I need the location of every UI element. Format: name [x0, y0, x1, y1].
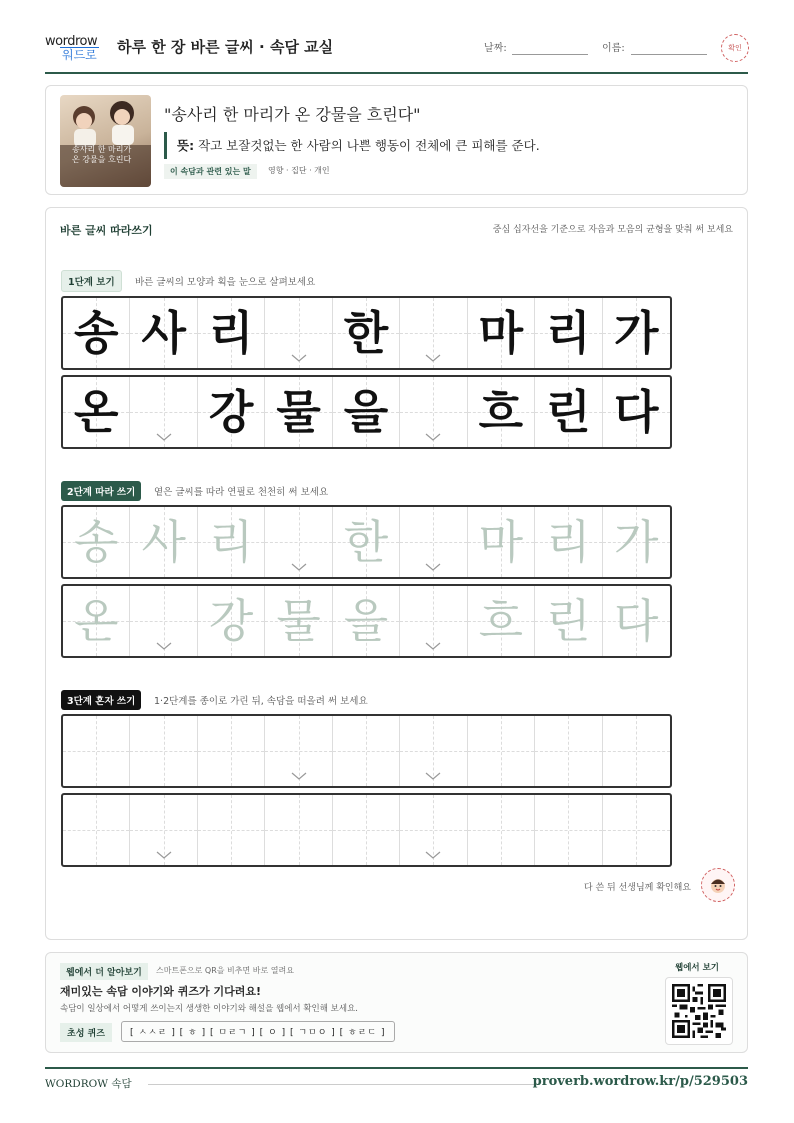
page-header: [45, 30, 748, 74]
grid-character: 온: [74, 385, 119, 439]
date-field[interactable]: [512, 54, 588, 55]
grid-character: 마: [478, 515, 524, 569]
grid-character: 흐: [478, 594, 524, 648]
space-mark-icon: [425, 851, 441, 859]
grid-cell[interactable]: [333, 586, 400, 656]
grid-character: 강: [208, 594, 254, 648]
web-headline: 재미있는 속담 이야기와 퀴즈가 기다려요!: [60, 985, 261, 998]
grid-cell: [333, 377, 400, 447]
space-mark-icon: [291, 354, 307, 362]
related-words-tags: 영향 · 집단 · 개인: [268, 166, 330, 175]
step1-desc: 바른 글씨의 모양과 획을 눈으로 살펴보세요: [135, 277, 316, 288]
grid-character: 사: [141, 515, 186, 569]
web-view-label: 웹에서 보기: [674, 963, 719, 973]
teacher-note: 다 쓴 뒤 선생님께 확인해요: [583, 883, 691, 893]
grid-cell[interactable]: [400, 795, 467, 865]
wordrow-logo[interactable]: [45, 34, 109, 64]
footer-rule-top: [45, 1067, 748, 1069]
grid-character: 을: [343, 594, 389, 648]
grid-cell: [535, 377, 602, 447]
grid-cell: [400, 298, 467, 368]
grid-character: 마: [478, 306, 524, 360]
grid-character: 가: [614, 515, 659, 569]
grid-cell: [198, 298, 265, 368]
grid-cell[interactable]: [198, 507, 265, 577]
grid-cell: [603, 377, 670, 447]
grid-cell: [603, 298, 670, 368]
illustration-caption: 송사리 한 마리가 온 강물을 흐린다: [72, 145, 132, 164]
step3-desc: 1·2단계를 종이로 가린 뒤, 속담을 떠올려 써 보세요: [154, 696, 368, 707]
check-stamp: 확인: [721, 34, 749, 62]
grid-cell: [265, 298, 332, 368]
proverb-meaning: [164, 132, 540, 159]
grid-character: 한: [343, 515, 389, 569]
proverb-url-link[interactable]: proverb.wordrow.kr/p/529503: [532, 1074, 748, 1089]
proverb-illustration: [60, 95, 151, 187]
quiz-badge: 초성 퀴즈: [60, 1023, 112, 1042]
initial-consonant-quiz: [ ㅅㅅㄹ ] [ ㅎ ] [ ㅁㄹㄱ ] [ ㅇ ] [ ㄱㅁㅇ ] [ ㅎㄹㄷ ]: [121, 1021, 395, 1042]
space-mark-icon: [425, 642, 441, 650]
step2-desc: 옅은 글씨를 따라 연필로 천천히 써 보세요: [154, 487, 329, 498]
space-mark-icon: [156, 851, 172, 859]
step2-row-2[interactable]: [61, 584, 672, 658]
space-mark-icon: [425, 354, 441, 362]
grid-character: 한: [343, 306, 389, 360]
step2-badge: 2단계 따라 쓰기: [61, 481, 141, 501]
grid-cell[interactable]: [468, 586, 535, 656]
space-mark-icon: [291, 563, 307, 571]
grid-cell[interactable]: [400, 586, 467, 656]
grid-cell[interactable]: [265, 716, 332, 786]
teacher-stamp-icon: [701, 868, 735, 902]
grid-cell[interactable]: [198, 795, 265, 865]
worksheet-title: 하루 한 장 바른 글씨 · 속담 교실: [117, 38, 334, 56]
step2-row-1[interactable]: [61, 505, 672, 579]
grid-cell[interactable]: [333, 716, 400, 786]
grid-character: 송: [74, 306, 119, 360]
related-words-badge: 이 속담과 관련 있는 말: [164, 164, 257, 179]
logo-text: wordrow: [45, 34, 98, 49]
grid-character: 다: [614, 385, 659, 439]
grid-character: 리: [208, 515, 254, 569]
grid-cell: [535, 298, 602, 368]
proverb-title: "송사리 한 마리가 온 강물을 흐린다": [164, 105, 421, 124]
grid-cell[interactable]: [198, 716, 265, 786]
grid-cell: [63, 298, 130, 368]
grid-cell[interactable]: [603, 586, 670, 656]
practice-panel: [45, 207, 748, 940]
footer-brand: WORDROW 속담: [45, 1078, 132, 1090]
grid-cell[interactable]: [468, 795, 535, 865]
grid-character: 물: [276, 594, 321, 648]
grid-cell[interactable]: [468, 716, 535, 786]
name-label: 이름:: [602, 43, 625, 54]
step1-row-1: [61, 296, 672, 370]
grid-cell[interactable]: [63, 586, 130, 656]
step3-row-2[interactable]: [61, 793, 672, 867]
grid-cell[interactable]: [603, 716, 670, 786]
grid-cell: [130, 298, 197, 368]
grid-cell: [63, 377, 130, 447]
space-mark-icon: [156, 433, 172, 441]
grid-cell[interactable]: [333, 507, 400, 577]
grid-character: 강: [208, 385, 254, 439]
grid-cell: [333, 298, 400, 368]
meaning-label: 뜻:: [177, 138, 195, 153]
grid-character: 리: [546, 306, 591, 360]
grid-character: 리: [208, 306, 254, 360]
qr-hint: 스마트폰으로 QR을 비추면 바로 열려요: [156, 966, 294, 975]
grid-cell[interactable]: [63, 716, 130, 786]
space-mark-icon: [425, 772, 441, 780]
grid-character: 물: [276, 385, 321, 439]
grid-cell[interactable]: [130, 586, 197, 656]
practice-title: 바른 글씨 따라쓰기: [60, 224, 153, 237]
web-more-badge: 웹에서 더 알아보기: [60, 963, 148, 980]
grid-cell[interactable]: [468, 507, 535, 577]
grid-cell[interactable]: [400, 716, 467, 786]
name-field[interactable]: [631, 54, 707, 55]
space-mark-icon: [425, 563, 441, 571]
grid-character: 리: [546, 515, 591, 569]
grid-cell[interactable]: [603, 795, 670, 865]
step3-badge: 3단계 혼자 쓰기: [61, 690, 141, 710]
grid-cell[interactable]: [130, 795, 197, 865]
grid-cell[interactable]: [535, 586, 602, 656]
grid-cell: [130, 377, 197, 447]
grid-character: 을: [343, 385, 389, 439]
date-label: 날짜:: [484, 43, 507, 54]
proverb-card: [45, 85, 748, 195]
step1-row-2: [61, 375, 672, 449]
grid-cell[interactable]: [63, 795, 130, 865]
grid-cell[interactable]: [198, 586, 265, 656]
practice-note: 중심 십자선을 기준으로 자음과 모음의 균형을 맞춰 써 보세요: [492, 225, 733, 235]
grid-character: 송: [74, 515, 119, 569]
grid-character: 온: [74, 594, 119, 648]
grid-cell[interactable]: [535, 795, 602, 865]
grid-character: 가: [614, 306, 659, 360]
web-description: 속담이 일상에서 어떻게 쓰이는지 생생한 이야기와 해설을 웹에서 확인해 보세요.: [60, 1004, 358, 1014]
grid-cell: [265, 377, 332, 447]
grid-cell[interactable]: [535, 507, 602, 577]
grid-cell[interactable]: [63, 507, 130, 577]
web-promo-card: [45, 952, 748, 1053]
grid-cell[interactable]: [265, 795, 332, 865]
grid-cell[interactable]: [333, 795, 400, 865]
logo-subtext: 워드로: [62, 48, 97, 62]
grid-character: 린: [546, 385, 591, 439]
space-mark-icon: [425, 433, 441, 441]
grid-cell[interactable]: [400, 507, 467, 577]
grid-cell: [468, 298, 535, 368]
grid-cell[interactable]: [265, 586, 332, 656]
footer-divider: [148, 1084, 538, 1085]
grid-cell: [400, 377, 467, 447]
meaning-text: 작고 보잘것없는 한 사람의 나쁜 행동이 전체에 큰 피해를 준다.: [198, 138, 540, 153]
grid-cell[interactable]: [130, 716, 197, 786]
step1-badge: 1단계 보기: [61, 270, 122, 292]
space-mark-icon: [291, 772, 307, 780]
space-mark-icon: [156, 642, 172, 650]
grid-character: 사: [141, 306, 186, 360]
grid-cell[interactable]: [535, 716, 602, 786]
qr-code-icon[interactable]: [665, 977, 733, 1045]
grid-character: 다: [614, 594, 659, 648]
grid-cell: [468, 377, 535, 447]
grid-character: 린: [546, 594, 591, 648]
grid-cell[interactable]: [603, 507, 670, 577]
grid-cell[interactable]: [130, 507, 197, 577]
grid-character: 흐: [478, 385, 524, 439]
step3-row-1[interactable]: [61, 714, 672, 788]
grid-cell: [198, 377, 265, 447]
grid-cell[interactable]: [265, 507, 332, 577]
